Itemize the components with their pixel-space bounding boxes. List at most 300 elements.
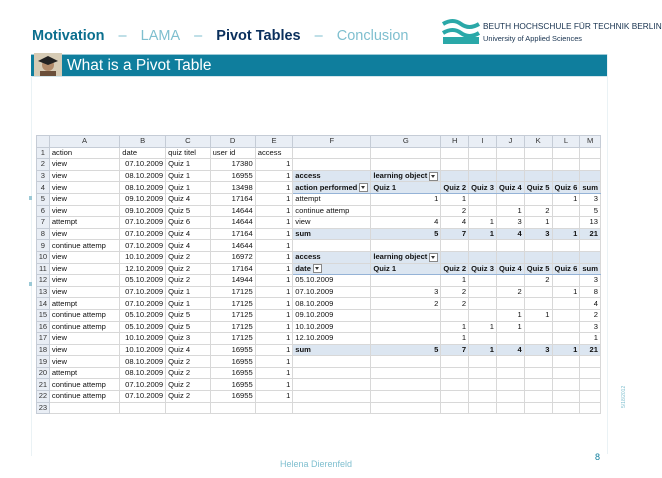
cell[interactable]: Quiz 2 bbox=[166, 263, 210, 275]
cell[interactable]: 17125 bbox=[210, 286, 255, 298]
cell[interactable]: 17164 bbox=[210, 263, 255, 275]
cell[interactable] bbox=[496, 159, 524, 171]
cell[interactable]: 2 bbox=[524, 275, 552, 287]
cell[interactable] bbox=[293, 391, 371, 403]
cell[interactable]: 16955 bbox=[210, 344, 255, 356]
cell[interactable]: Quiz 4 bbox=[166, 344, 210, 356]
cell[interactable]: 08.10.2009 bbox=[120, 356, 166, 368]
column-header[interactable]: F bbox=[293, 136, 371, 148]
cell[interactable]: 1 bbox=[255, 309, 293, 321]
cell[interactable]: sum bbox=[293, 228, 371, 240]
cell[interactable] bbox=[469, 240, 497, 252]
cell[interactable]: 05.10.2009 bbox=[293, 275, 371, 287]
cell[interactable]: 12.10.2009 bbox=[120, 263, 166, 275]
cell[interactable]: 09.10.2009 bbox=[120, 205, 166, 217]
cell[interactable]: date bbox=[120, 147, 166, 159]
cell[interactable]: 17125 bbox=[210, 309, 255, 321]
cell[interactable] bbox=[371, 367, 441, 379]
cell[interactable]: 08.10.2009 bbox=[120, 170, 166, 182]
cell[interactable] bbox=[580, 391, 601, 403]
filter-dropdown-icon[interactable] bbox=[429, 172, 438, 181]
cell[interactable]: Quiz 4 bbox=[166, 240, 210, 252]
cell[interactable]: 2 bbox=[371, 298, 441, 310]
cell[interactable] bbox=[552, 402, 580, 414]
cell[interactable] bbox=[441, 170, 469, 182]
cell[interactable]: attempt bbox=[49, 298, 119, 310]
cell[interactable] bbox=[552, 205, 580, 217]
cell[interactable]: 07.10.2009 bbox=[120, 286, 166, 298]
cell[interactable]: view bbox=[293, 217, 371, 229]
filter-dropdown-icon[interactable] bbox=[429, 253, 438, 262]
cell[interactable] bbox=[524, 170, 552, 182]
cell[interactable]: 3 bbox=[524, 228, 552, 240]
cell[interactable] bbox=[552, 309, 580, 321]
cell[interactable]: 05.10.2009 bbox=[120, 321, 166, 333]
column-header[interactable]: B bbox=[120, 136, 166, 148]
cell[interactable] bbox=[524, 391, 552, 403]
cell[interactable]: 09.10.2009 bbox=[293, 309, 371, 321]
cell[interactable]: 07.10.2009 bbox=[120, 240, 166, 252]
cell[interactable]: 17125 bbox=[210, 298, 255, 310]
cell[interactable] bbox=[524, 298, 552, 310]
cell[interactable] bbox=[469, 309, 497, 321]
cell[interactable]: 1 bbox=[524, 217, 552, 229]
cell[interactable]: Quiz 1 bbox=[371, 182, 441, 194]
cell[interactable]: 14644 bbox=[210, 217, 255, 229]
cell[interactable] bbox=[496, 275, 524, 287]
cell[interactable] bbox=[524, 159, 552, 171]
cell[interactable] bbox=[469, 298, 497, 310]
cell[interactable]: continue attemp bbox=[49, 391, 119, 403]
cell[interactable]: 05.10.2009 bbox=[120, 275, 166, 287]
cell[interactable]: view bbox=[49, 251, 119, 263]
cell[interactable]: sum bbox=[580, 263, 601, 275]
cell[interactable]: Quiz 2 bbox=[166, 367, 210, 379]
row-header[interactable]: 7 bbox=[37, 217, 50, 229]
cell[interactable] bbox=[580, 240, 601, 252]
cell[interactable] bbox=[552, 391, 580, 403]
cell[interactable]: Quiz 3 bbox=[469, 182, 497, 194]
cell[interactable]: 17164 bbox=[210, 228, 255, 240]
cell[interactable]: 1 bbox=[255, 205, 293, 217]
cell[interactable] bbox=[371, 159, 441, 171]
cell[interactable]: Quiz 6 bbox=[166, 217, 210, 229]
cell[interactable] bbox=[293, 379, 371, 391]
cell[interactable]: 2 bbox=[441, 298, 469, 310]
cell[interactable]: Quiz 1 bbox=[166, 182, 210, 194]
cell[interactable]: Quiz 5 bbox=[166, 309, 210, 321]
cell[interactable]: 2 bbox=[496, 286, 524, 298]
cell[interactable] bbox=[580, 379, 601, 391]
cell[interactable]: 08.10.2009 bbox=[293, 298, 371, 310]
cell[interactable]: Quiz 5 bbox=[166, 321, 210, 333]
cell[interactable]: 1 bbox=[255, 170, 293, 182]
cell[interactable] bbox=[469, 402, 497, 414]
cell[interactable] bbox=[552, 356, 580, 368]
cell[interactable]: 10.10.2009 bbox=[120, 333, 166, 345]
cell[interactable]: Quiz 3 bbox=[469, 263, 497, 275]
cell[interactable] bbox=[469, 356, 497, 368]
cell[interactable] bbox=[496, 333, 524, 345]
cell[interactable]: action performed bbox=[293, 182, 371, 194]
cell[interactable]: sum bbox=[293, 344, 371, 356]
filter-dropdown-icon[interactable] bbox=[313, 264, 322, 273]
cell[interactable]: action bbox=[49, 147, 119, 159]
cell[interactable]: 17380 bbox=[210, 159, 255, 171]
cell[interactable]: 1 bbox=[552, 344, 580, 356]
cell[interactable]: 3 bbox=[371, 286, 441, 298]
cell[interactable] bbox=[552, 159, 580, 171]
cell[interactable]: Quiz 2 bbox=[166, 379, 210, 391]
column-header[interactable]: L bbox=[552, 136, 580, 148]
cell[interactable]: 07.10.2009 bbox=[120, 379, 166, 391]
cell[interactable] bbox=[469, 159, 497, 171]
cell[interactable]: 1 bbox=[255, 379, 293, 391]
cell[interactable]: view bbox=[49, 205, 119, 217]
cell[interactable]: Quiz 4 bbox=[496, 263, 524, 275]
cell[interactable]: 09.10.2009 bbox=[120, 193, 166, 205]
cell[interactable]: 4 bbox=[496, 228, 524, 240]
cell[interactable] bbox=[441, 251, 469, 263]
cell[interactable]: 4 bbox=[371, 217, 441, 229]
cell[interactable]: Quiz 6 bbox=[552, 182, 580, 194]
cell[interactable]: view bbox=[49, 193, 119, 205]
cell[interactable]: learning object bbox=[371, 170, 441, 182]
cell[interactable]: 14644 bbox=[210, 240, 255, 252]
cell[interactable]: 1 bbox=[441, 275, 469, 287]
cell[interactable] bbox=[524, 193, 552, 205]
row-header[interactable]: 14 bbox=[37, 298, 50, 310]
cell[interactable]: Quiz 5 bbox=[166, 205, 210, 217]
cell[interactable] bbox=[441, 367, 469, 379]
cell[interactable] bbox=[469, 391, 497, 403]
row-header[interactable]: 17 bbox=[37, 333, 50, 345]
cell[interactable]: view bbox=[49, 182, 119, 194]
column-header[interactable]: H bbox=[441, 136, 469, 148]
cell[interactable]: 07.10.2009 bbox=[120, 228, 166, 240]
row-header[interactable]: 6 bbox=[37, 205, 50, 217]
cell[interactable] bbox=[496, 356, 524, 368]
cell[interactable] bbox=[552, 147, 580, 159]
cell[interactable]: continue attemp bbox=[49, 321, 119, 333]
cell[interactable] bbox=[371, 321, 441, 333]
cell[interactable] bbox=[524, 379, 552, 391]
cell[interactable]: 16955 bbox=[210, 367, 255, 379]
cell[interactable]: 16955 bbox=[210, 356, 255, 368]
row-header[interactable]: 8 bbox=[37, 228, 50, 240]
cell[interactable]: 1 bbox=[524, 309, 552, 321]
cell[interactable]: 1 bbox=[255, 391, 293, 403]
cell[interactable] bbox=[469, 147, 497, 159]
cell[interactable] bbox=[552, 367, 580, 379]
cell[interactable]: Quiz 1 bbox=[371, 263, 441, 275]
cell[interactable] bbox=[293, 367, 371, 379]
cell[interactable] bbox=[441, 147, 469, 159]
cell[interactable] bbox=[552, 275, 580, 287]
cell[interactable] bbox=[552, 217, 580, 229]
row-header[interactable]: 3 bbox=[37, 170, 50, 182]
cell[interactable] bbox=[293, 240, 371, 252]
cell[interactable] bbox=[469, 170, 497, 182]
cell[interactable]: 2 bbox=[441, 286, 469, 298]
cell[interactable]: access bbox=[293, 170, 371, 182]
cell[interactable] bbox=[371, 309, 441, 321]
cell[interactable]: 1 bbox=[469, 228, 497, 240]
cell[interactable] bbox=[496, 240, 524, 252]
cell[interactable]: 1 bbox=[255, 217, 293, 229]
row-header[interactable]: 16 bbox=[37, 321, 50, 333]
cell[interactable]: 1 bbox=[496, 309, 524, 321]
cell[interactable]: Quiz 5 bbox=[524, 182, 552, 194]
cell[interactable] bbox=[469, 205, 497, 217]
cell[interactable]: 3 bbox=[580, 275, 601, 287]
cell[interactable]: 1 bbox=[255, 275, 293, 287]
cell[interactable]: 07.10.2009 bbox=[120, 159, 166, 171]
row-header[interactable]: 11 bbox=[37, 263, 50, 275]
cell[interactable]: 1 bbox=[255, 298, 293, 310]
nav-item-lama[interactable]: LAMA bbox=[140, 28, 181, 44]
cell[interactable]: Quiz 1 bbox=[166, 286, 210, 298]
cell[interactable]: sum bbox=[580, 182, 601, 194]
cell[interactable]: continue attemp bbox=[49, 309, 119, 321]
cell[interactable]: 10.10.2009 bbox=[293, 321, 371, 333]
cell[interactable] bbox=[441, 402, 469, 414]
cell[interactable]: 07.10.2009 bbox=[120, 391, 166, 403]
cell[interactable] bbox=[552, 321, 580, 333]
cell[interactable] bbox=[552, 298, 580, 310]
cell[interactable] bbox=[371, 147, 441, 159]
row-header[interactable]: 1 bbox=[37, 147, 50, 159]
cell[interactable] bbox=[371, 205, 441, 217]
cell[interactable]: view bbox=[49, 344, 119, 356]
cell[interactable] bbox=[441, 159, 469, 171]
cell[interactable]: continue attemp bbox=[49, 240, 119, 252]
cell[interactable] bbox=[496, 193, 524, 205]
column-header[interactable]: E bbox=[255, 136, 293, 148]
cell[interactable] bbox=[524, 321, 552, 333]
cell[interactable]: quiz titel bbox=[166, 147, 210, 159]
nav-item-conclusion[interactable]: Conclusion bbox=[336, 28, 409, 44]
cell[interactable]: 21 bbox=[580, 228, 601, 240]
cell[interactable] bbox=[441, 240, 469, 252]
cell[interactable] bbox=[552, 333, 580, 345]
cell[interactable] bbox=[580, 147, 601, 159]
cell[interactable]: 17125 bbox=[210, 321, 255, 333]
cell[interactable]: 13 bbox=[580, 217, 601, 229]
cell[interactable] bbox=[293, 402, 371, 414]
cell[interactable]: 14944 bbox=[210, 275, 255, 287]
column-header[interactable]: C bbox=[166, 136, 210, 148]
cell[interactable]: 21 bbox=[580, 344, 601, 356]
cell[interactable] bbox=[120, 402, 166, 414]
cell[interactable] bbox=[524, 356, 552, 368]
cell[interactable] bbox=[496, 170, 524, 182]
cell[interactable]: 1 bbox=[441, 333, 469, 345]
cell[interactable]: 1 bbox=[255, 321, 293, 333]
cell[interactable] bbox=[496, 298, 524, 310]
column-header[interactable]: D bbox=[210, 136, 255, 148]
cell[interactable] bbox=[441, 391, 469, 403]
row-header[interactable]: 15 bbox=[37, 309, 50, 321]
cell[interactable]: 3 bbox=[580, 193, 601, 205]
cell[interactable]: 1 bbox=[255, 228, 293, 240]
cell[interactable]: 4 bbox=[580, 298, 601, 310]
nav-item-pivot-tables[interactable]: Pivot Tables bbox=[216, 28, 301, 44]
cell[interactable] bbox=[371, 275, 441, 287]
cell[interactable]: view bbox=[49, 170, 119, 182]
cell[interactable]: view bbox=[49, 333, 119, 345]
row-header[interactable]: 9 bbox=[37, 240, 50, 252]
cell[interactable] bbox=[210, 402, 255, 414]
cell[interactable] bbox=[469, 193, 497, 205]
cell[interactable]: 10.10.2009 bbox=[120, 344, 166, 356]
cell[interactable] bbox=[496, 379, 524, 391]
row-header[interactable]: 21 bbox=[37, 379, 50, 391]
cell[interactable]: 2 bbox=[524, 205, 552, 217]
cell[interactable] bbox=[371, 402, 441, 414]
cell[interactable]: 1 bbox=[255, 356, 293, 368]
cell[interactable]: 07.10.2009 bbox=[293, 286, 371, 298]
cell[interactable] bbox=[552, 379, 580, 391]
cell[interactable] bbox=[469, 367, 497, 379]
cell[interactable]: 5 bbox=[371, 228, 441, 240]
cell[interactable]: Quiz 3 bbox=[166, 333, 210, 345]
cell[interactable]: 5 bbox=[371, 344, 441, 356]
cell[interactable] bbox=[441, 379, 469, 391]
cell[interactable]: 1 bbox=[255, 182, 293, 194]
row-header[interactable]: 12 bbox=[37, 275, 50, 287]
cell[interactable] bbox=[580, 251, 601, 263]
row-header[interactable]: 23 bbox=[37, 402, 50, 414]
cell[interactable] bbox=[469, 275, 497, 287]
cell[interactable] bbox=[524, 251, 552, 263]
cell[interactable]: 07.10.2009 bbox=[120, 217, 166, 229]
cell[interactable] bbox=[469, 251, 497, 263]
cell[interactable]: 1 bbox=[255, 251, 293, 263]
cell[interactable]: view bbox=[49, 275, 119, 287]
row-header[interactable]: 18 bbox=[37, 344, 50, 356]
cell[interactable]: Quiz 1 bbox=[166, 170, 210, 182]
cell[interactable]: view bbox=[49, 263, 119, 275]
row-header[interactable]: 2 bbox=[37, 159, 50, 171]
cell[interactable]: 1 bbox=[255, 344, 293, 356]
cell[interactable] bbox=[580, 402, 601, 414]
column-header[interactable]: G bbox=[371, 136, 441, 148]
cell[interactable] bbox=[293, 356, 371, 368]
cell[interactable]: 1 bbox=[496, 205, 524, 217]
cell[interactable]: 1 bbox=[255, 286, 293, 298]
cell[interactable] bbox=[293, 159, 371, 171]
cell[interactable]: 16972 bbox=[210, 251, 255, 263]
cell[interactable] bbox=[496, 147, 524, 159]
cell[interactable]: attempt bbox=[49, 217, 119, 229]
cell[interactable] bbox=[371, 333, 441, 345]
row-header[interactable]: 13 bbox=[37, 286, 50, 298]
cell[interactable] bbox=[580, 356, 601, 368]
cell[interactable]: 1 bbox=[255, 240, 293, 252]
cell[interactable] bbox=[49, 402, 119, 414]
cell[interactable]: 17125 bbox=[210, 333, 255, 345]
cell[interactable]: 1 bbox=[580, 333, 601, 345]
cell[interactable]: Quiz 1 bbox=[166, 298, 210, 310]
cell[interactable]: 10.10.2009 bbox=[120, 251, 166, 263]
cell[interactable]: 16955 bbox=[210, 379, 255, 391]
cell[interactable]: user id bbox=[210, 147, 255, 159]
cell[interactable] bbox=[371, 391, 441, 403]
cell[interactable]: 1 bbox=[255, 193, 293, 205]
column-header[interactable]: K bbox=[524, 136, 552, 148]
cell[interactable]: 1 bbox=[469, 344, 497, 356]
cell[interactable]: 4 bbox=[441, 217, 469, 229]
cell[interactable]: 1 bbox=[552, 193, 580, 205]
cell[interactable] bbox=[469, 333, 497, 345]
cell[interactable]: Quiz 2 bbox=[166, 391, 210, 403]
row-header[interactable]: 22 bbox=[37, 391, 50, 403]
cell[interactable]: 4 bbox=[496, 344, 524, 356]
cell[interactable]: 1 bbox=[255, 333, 293, 345]
row-header[interactable]: 10 bbox=[37, 251, 50, 263]
cell[interactable]: 3 bbox=[580, 321, 601, 333]
cell[interactable] bbox=[524, 333, 552, 345]
column-header[interactable]: M bbox=[580, 136, 601, 148]
cell[interactable] bbox=[552, 251, 580, 263]
cell[interactable]: 1 bbox=[496, 321, 524, 333]
cell[interactable] bbox=[469, 379, 497, 391]
cell[interactable] bbox=[371, 379, 441, 391]
cell[interactable]: 1 bbox=[255, 263, 293, 275]
column-header[interactable]: A bbox=[49, 136, 119, 148]
cell[interactable]: 13498 bbox=[210, 182, 255, 194]
cell[interactable]: 7 bbox=[441, 228, 469, 240]
cell[interactable]: Quiz 4 bbox=[166, 228, 210, 240]
select-all-corner[interactable] bbox=[37, 136, 50, 148]
cell[interactable] bbox=[524, 402, 552, 414]
cell[interactable]: 1 bbox=[371, 193, 441, 205]
cell[interactable]: 08.10.2009 bbox=[120, 367, 166, 379]
cell[interactable] bbox=[524, 286, 552, 298]
cell[interactable]: Quiz 6 bbox=[552, 263, 580, 275]
cell[interactable]: continue attemp bbox=[293, 205, 371, 217]
cell[interactable]: 2 bbox=[580, 309, 601, 321]
cell[interactable]: access bbox=[293, 251, 371, 263]
cell[interactable] bbox=[371, 356, 441, 368]
cell[interactable]: 1 bbox=[469, 217, 497, 229]
cell[interactable]: 1 bbox=[552, 228, 580, 240]
cell[interactable]: view bbox=[49, 286, 119, 298]
column-header[interactable]: I bbox=[469, 136, 497, 148]
row-header[interactable]: 5 bbox=[37, 193, 50, 205]
column-header[interactable]: J bbox=[496, 136, 524, 148]
cell[interactable]: 1 bbox=[255, 367, 293, 379]
cell[interactable]: attempt bbox=[49, 367, 119, 379]
cell[interactable]: 8 bbox=[580, 286, 601, 298]
cell[interactable]: continue attemp bbox=[49, 379, 119, 391]
cell[interactable] bbox=[441, 309, 469, 321]
cell[interactable]: 16955 bbox=[210, 391, 255, 403]
cell[interactable]: Quiz 4 bbox=[496, 182, 524, 194]
cell[interactable]: 1 bbox=[441, 321, 469, 333]
row-header[interactable]: 19 bbox=[37, 356, 50, 368]
cell[interactable]: 1 bbox=[255, 159, 293, 171]
cell[interactable]: 08.10.2009 bbox=[120, 182, 166, 194]
cell[interactable] bbox=[496, 251, 524, 263]
cell[interactable]: learning object bbox=[371, 251, 441, 263]
cell[interactable]: attempt bbox=[293, 193, 371, 205]
cell[interactable]: 1 bbox=[552, 286, 580, 298]
cell[interactable]: 17164 bbox=[210, 193, 255, 205]
cell[interactable]: Quiz 2 bbox=[441, 263, 469, 275]
cell[interactable]: 3 bbox=[496, 217, 524, 229]
